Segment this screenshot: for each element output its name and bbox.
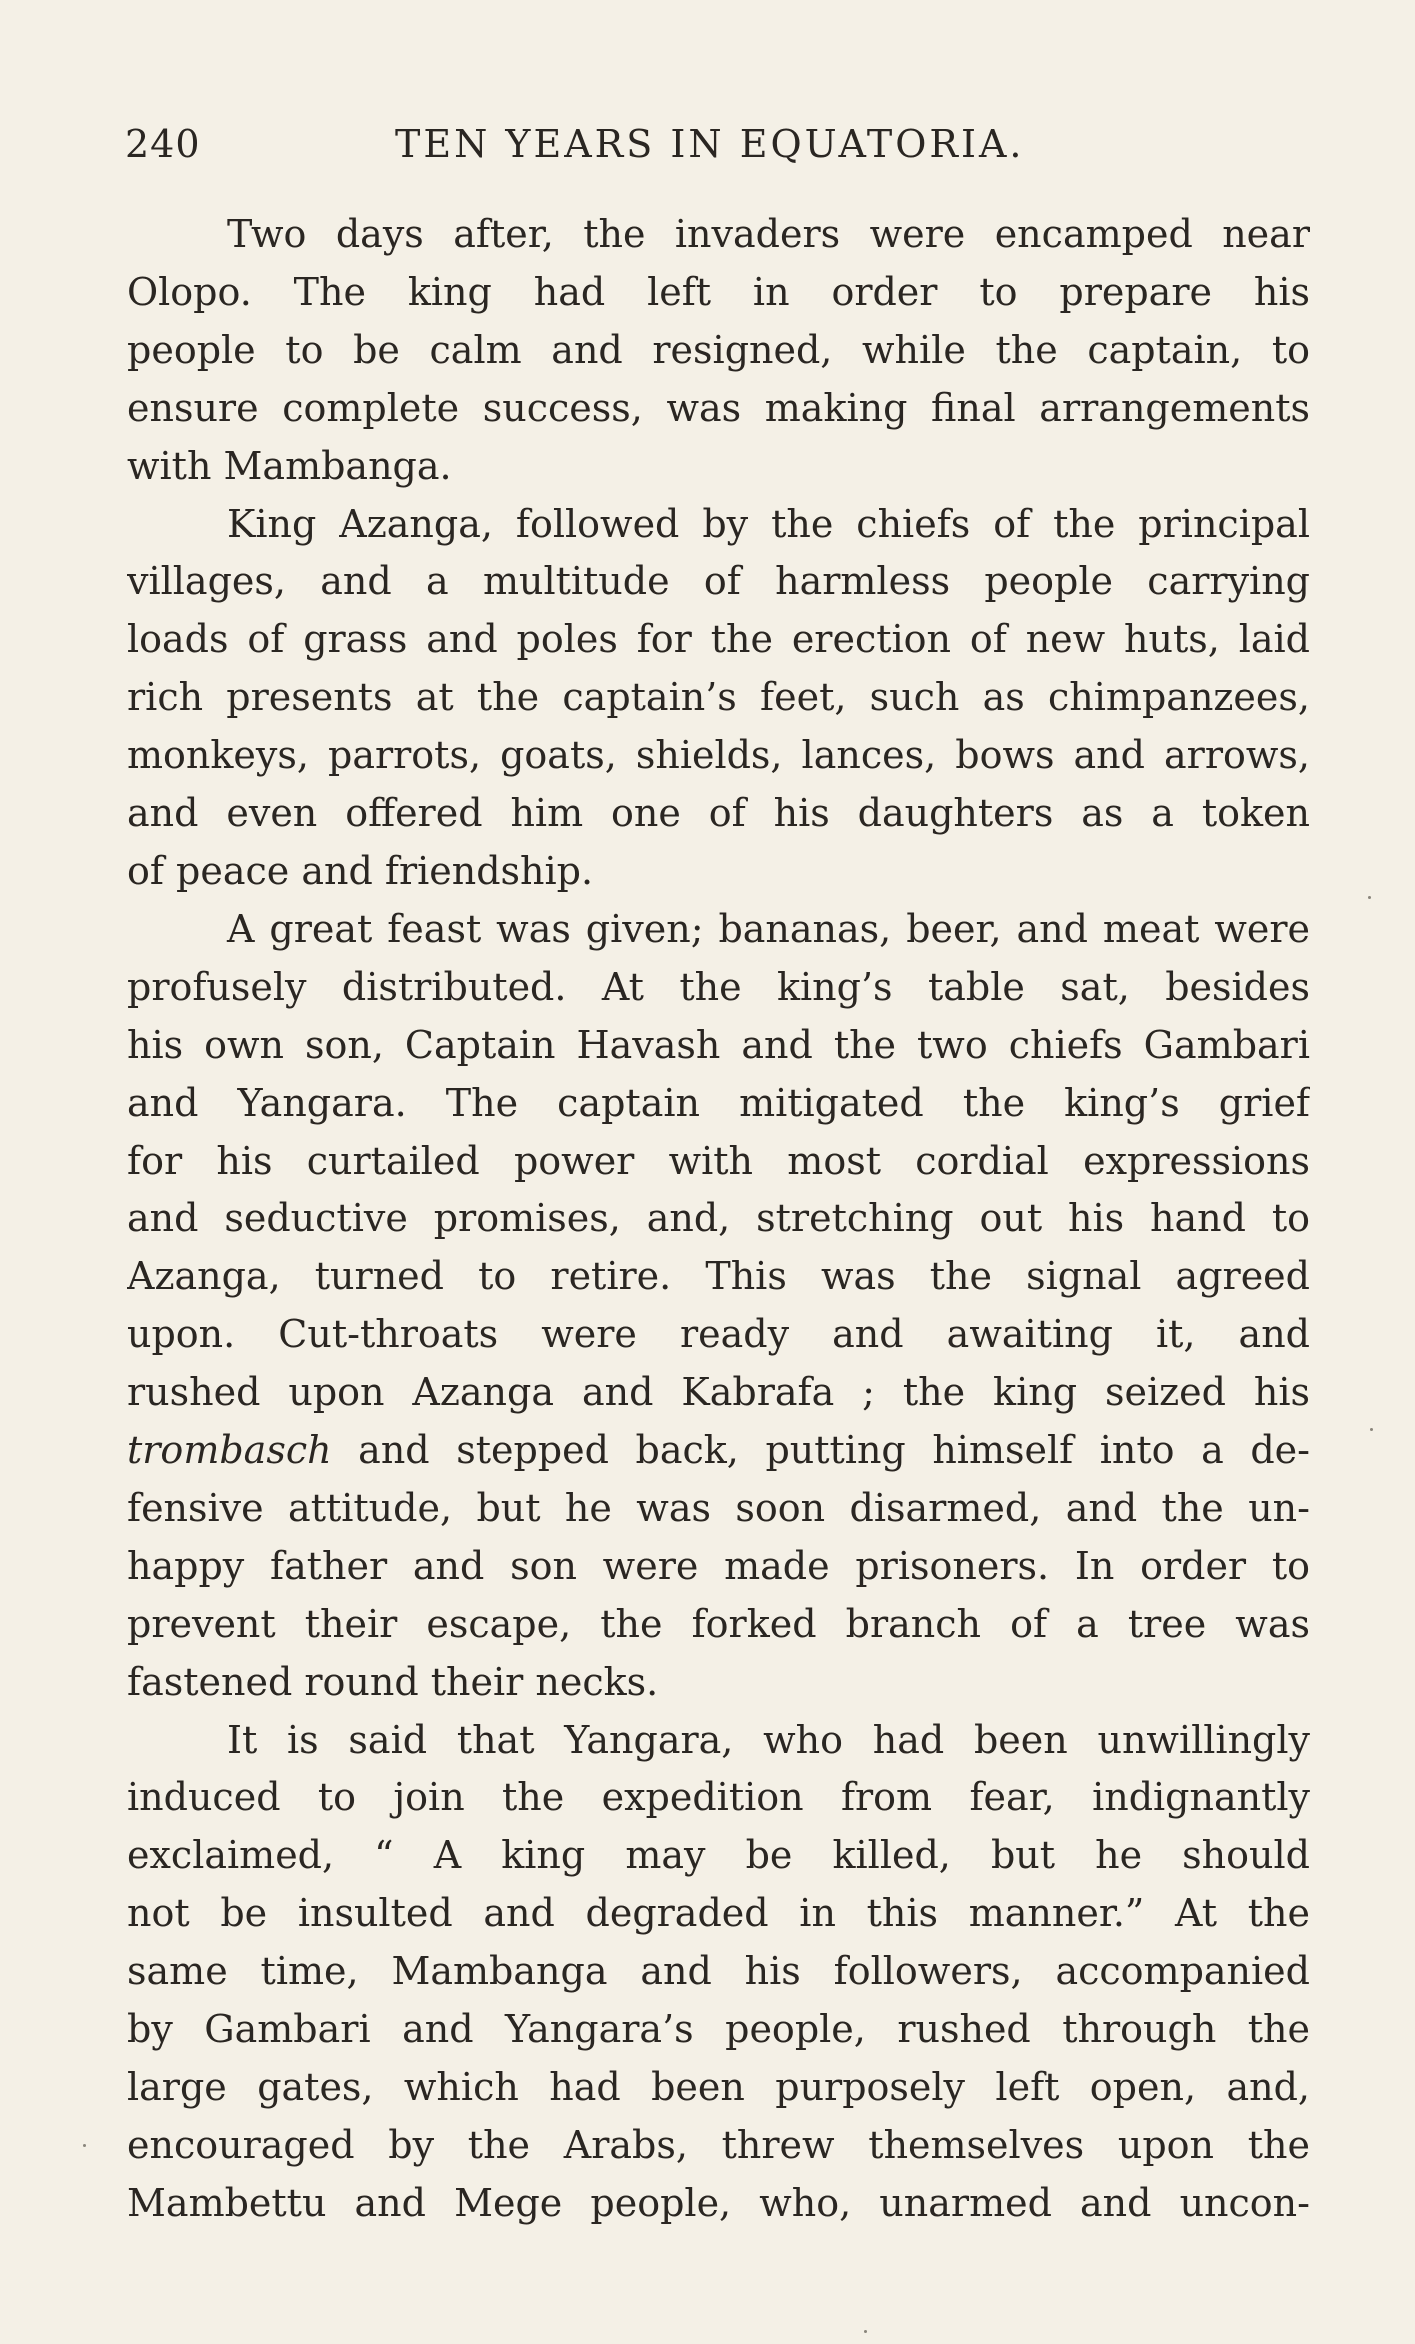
text-line: A great feast was given; bananas, beer, and meat were bbox=[227, 906, 1310, 951]
text-line: fensive attitude, but he was soon disarmed, and the un- bbox=[127, 1485, 1310, 1530]
text-line-italic bbox=[127, 1422, 1310, 1480]
text-line: Two days after, the invaders were encamped near bbox=[227, 212, 1310, 256]
running-title: TEN YEARS IN EQUATORIA. bbox=[395, 122, 1025, 166]
text-line: King Azanga, followed by the chiefs of the principal bbox=[227, 501, 1310, 546]
text-line: with Mambanga. bbox=[127, 443, 452, 488]
text-line: prevent their escape, the forked branch of a tree was bbox=[127, 1601, 1310, 1646]
paragraph-3 bbox=[127, 901, 1310, 1712]
text-run: and stepped back, putting himself into a de- bbox=[331, 1428, 1310, 1473]
text-line: Olopo. The king had left in order to prepare his bbox=[127, 269, 1310, 314]
text-line: and even offered him one of his daughters as a token bbox=[127, 791, 1310, 836]
text-line: encouraged by the Arabs, threw themselves upon the bbox=[127, 2122, 1310, 2167]
paper-speck bbox=[1370, 1428, 1373, 1431]
text-line: ensure complete success, was making final arrangements bbox=[127, 385, 1310, 430]
text-line: large gates, which had been purposely left open, and, bbox=[127, 2065, 1310, 2109]
text-line: by Gambari and Yangara’s people, rushed through the bbox=[127, 2007, 1310, 2052]
text-line: induced to join the expedition from fear, indignantly bbox=[127, 1775, 1310, 1820]
text-line: happy father and son were made prisoners. In order to bbox=[127, 1543, 1310, 1588]
text-line: exclaimed, “ A king may be killed, but he should bbox=[127, 1833, 1310, 1878]
text-line: rushed upon Azanga and Kabrafa ; the king seized his bbox=[127, 1370, 1310, 1415]
text-line: fastened round their necks. bbox=[127, 1659, 659, 1704]
text-line: rich presents at the captain’s feet, such as chimpanzees, bbox=[127, 675, 1310, 720]
text-line: loads of grass and poles for the erection of new huts, laid bbox=[127, 617, 1310, 662]
text-line: upon. Cut-throats were ready and awaiting it, and bbox=[127, 1312, 1310, 1357]
text-line: of peace and friendship. bbox=[127, 848, 594, 893]
text-line: monkeys, parrots, goats, shields, lances, bows and arrows, bbox=[127, 733, 1310, 778]
text-line: Mambettu and Mege people, who, unarmed and uncon- bbox=[127, 2180, 1310, 2225]
text-line: for his curtailed power with most cordial expressions bbox=[127, 1138, 1310, 1183]
text-line: his own son, Captain Havash and the two chiefs Gambari bbox=[127, 1022, 1310, 1067]
text-line: same time, Mambanga and his followers, accompanied bbox=[127, 1949, 1310, 1994]
paragraph-2 bbox=[127, 496, 1310, 901]
text-line: villages, and a multitude of harmless people carrying bbox=[127, 559, 1310, 604]
text-line: profusely distributed. At the king’s table sat, besides bbox=[127, 964, 1310, 1009]
paper-speck bbox=[864, 2330, 867, 2333]
text-line: It is said that Yangara, who had been unwillingly bbox=[227, 1717, 1310, 1762]
text-line: Azanga, turned to retire. This was the signal agreed bbox=[127, 1254, 1310, 1299]
text-line: and Yangara. The captain mitigated the king’s grief bbox=[127, 1080, 1310, 1125]
italic-word: trombasch bbox=[127, 1428, 332, 1473]
text-line: and seductive promises, and, stretching out his hand to bbox=[127, 1196, 1310, 1241]
paragraph-1 bbox=[127, 206, 1310, 496]
page-number: 240 bbox=[125, 122, 201, 166]
running-head bbox=[125, 122, 1310, 172]
body-text bbox=[127, 206, 1310, 2233]
paragraph-4 bbox=[127, 1712, 1310, 2233]
text-line: people to be calm and resigned, while the captain, to bbox=[127, 327, 1310, 372]
paper-speck bbox=[1368, 896, 1371, 899]
paper-speck bbox=[83, 2144, 86, 2147]
text-line: not be insulted and degraded in this manner.” At the bbox=[127, 1891, 1310, 1936]
